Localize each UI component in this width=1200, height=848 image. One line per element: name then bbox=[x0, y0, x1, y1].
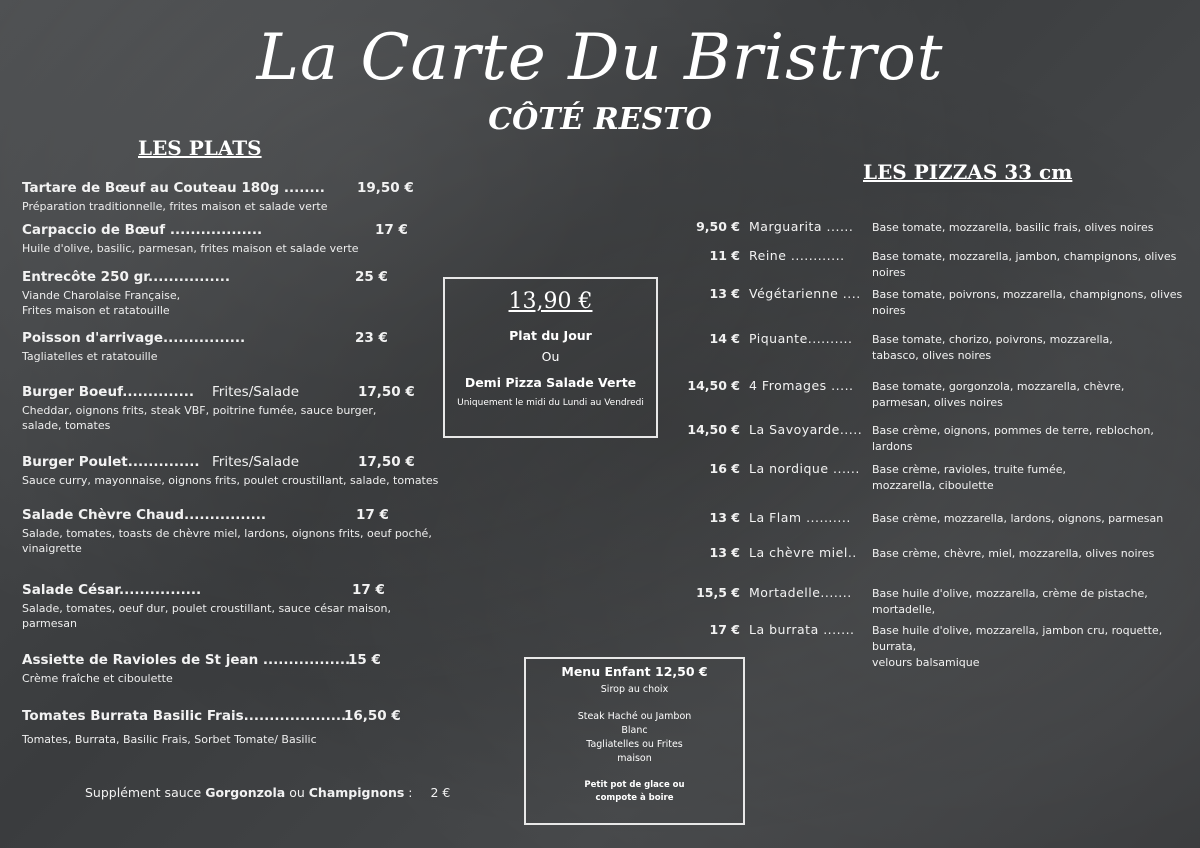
supplement-line bbox=[85, 785, 450, 800]
menu-enfant-tagliatelles: Tagliatelles ou Frites bbox=[586, 739, 683, 750]
plat-item bbox=[22, 708, 502, 747]
pizza-price: 13 € bbox=[709, 286, 740, 301]
plat-item bbox=[22, 330, 502, 364]
plat-price: 17,50 € bbox=[358, 454, 415, 470]
plat-du-jour-box bbox=[443, 277, 658, 438]
menu-title: La Carte Du Bristrot bbox=[256, 21, 944, 95]
plat-du-jour-or: Ou bbox=[541, 349, 560, 364]
pizza-price: 17 € bbox=[709, 622, 740, 637]
supplement-option-champignons: Champignons bbox=[308, 785, 405, 800]
menu-enfant-box bbox=[524, 657, 745, 825]
pizza-price: 13 € bbox=[709, 545, 740, 560]
plat-price: 17 € bbox=[356, 507, 389, 523]
plat-item bbox=[22, 652, 502, 686]
plat-description: Préparation traditionnelle, frites maison et salade verte bbox=[22, 200, 328, 213]
pizza-name: Végétarienne .... bbox=[749, 286, 861, 301]
plat-name: Salade César................ bbox=[22, 582, 202, 598]
plat-name: Entrecôte 250 gr................ bbox=[22, 269, 231, 285]
plat-price: 19,50 € bbox=[357, 180, 414, 196]
supplement-mid: ou bbox=[285, 785, 309, 800]
plat-description: Crème fraîche et ciboulette bbox=[22, 672, 173, 685]
plat-name: Tartare de Bœuf au Couteau 180g ........ bbox=[22, 180, 325, 196]
pizza-price: 9,50 € bbox=[696, 219, 740, 234]
pizza-price: 14,50 € bbox=[687, 422, 740, 437]
plat-price: 16,50 € bbox=[344, 708, 401, 724]
pizza-name: Piquante.......... bbox=[749, 331, 853, 346]
plat-price: 17,50 € bbox=[358, 384, 415, 400]
plats-heading: LES PLATS bbox=[138, 136, 262, 160]
plat-item bbox=[22, 582, 502, 631]
pizza-name: Marguarita ...... bbox=[749, 219, 854, 234]
plat-description: Viande Charolaise Française, Frites maison et ratatouille bbox=[22, 289, 181, 317]
plat-name: Assiette de Ravioles de St jean ................. bbox=[22, 652, 351, 668]
pizza-price: 16 € bbox=[709, 461, 740, 476]
supplement-option-gorgonzola: Gorgonzola bbox=[205, 785, 286, 800]
menu-enfant-compote: compote à boire bbox=[595, 793, 674, 803]
plat-price: 15 € bbox=[348, 652, 381, 668]
pizza-name: La Savoyarde..... bbox=[749, 422, 863, 437]
plat-name: Salade Chèvre Chaud................ bbox=[22, 507, 267, 523]
menu-enfant-sirop: Sirop au choix bbox=[600, 684, 669, 695]
pizza-price: 14,50 € bbox=[687, 378, 740, 393]
pizza-name: 4 Fromages ..... bbox=[749, 378, 854, 393]
pizza-description: Base huile d'olive, mozzarella, jambon cru, roquette, burrata, velours balsamique bbox=[872, 624, 1163, 669]
plat-item bbox=[22, 507, 502, 556]
pizza-description: Base tomate, chorizo, poivrons, mozzarella, tabasco, olives noires bbox=[872, 333, 1113, 362]
plat-description: Salade, tomates, oeuf dur, poulet croustillant, sauce césar maison, parmesan bbox=[22, 602, 391, 630]
plat-description: Tagliatelles et ratatouille bbox=[22, 350, 158, 363]
pizza-description: Base tomate, poivrons, mozzarella, champignons, olives noires bbox=[872, 288, 1183, 317]
plat-description: Huile d'olive, basilic, parmesan, frites maison et salade verte bbox=[22, 242, 359, 255]
plat-item bbox=[22, 180, 502, 214]
plat-du-jour-label: Plat du Jour bbox=[509, 328, 592, 343]
menu-enfant-blanc: Blanc bbox=[621, 725, 648, 736]
plat-item bbox=[22, 454, 502, 488]
pizza-price: 11 € bbox=[709, 248, 740, 263]
plat-name: Tomates Burrata Basilic Frais..................... bbox=[22, 708, 352, 724]
pizza-name: La Flam .......... bbox=[749, 510, 851, 525]
supplement-prefix: Supplément sauce bbox=[85, 785, 206, 800]
demi-pizza-label: Demi Pizza Salade Verte bbox=[464, 375, 637, 390]
plat-description: Cheddar, oignons frits, steak VBF, poitrine fumée, sauce burger, salade, tomates bbox=[22, 404, 377, 432]
plat-description: Tomates, Burrata, Basilic Frais, Sorbet Tomate/ Basilic bbox=[22, 733, 317, 746]
pizza-description: Base tomate, gorgonzola, mozzarella, chèvre, parmesan, olives noires bbox=[872, 380, 1125, 409]
pizza-description: Base crème, chèvre, miel, mozzarella, olives noires bbox=[872, 547, 1155, 560]
pizza-name: La chèvre miel.. bbox=[749, 545, 857, 560]
plat-description: Sauce curry, mayonnaise, oignons frits, poulet croustillant, salade, tomates bbox=[22, 474, 439, 487]
pizza-price: 15,5 € bbox=[696, 585, 740, 600]
plat-name: Carpaccio de Bœuf .................. bbox=[22, 222, 263, 238]
pizza-description: Base crème, ravioles, truite fumée, mozzarella, ciboulette bbox=[872, 463, 1066, 492]
plat-item bbox=[22, 222, 502, 256]
plat-name: Burger Boeuf.............. bbox=[22, 384, 194, 400]
menu-subtitle: CÔTÉ RESTO bbox=[488, 102, 712, 137]
plat-accompagnement: Frites/Salade bbox=[212, 384, 300, 400]
pizza-description: Base tomate, mozzarella, jambon, champignons, olives noires bbox=[872, 250, 1177, 279]
pizza-name: La burrata ....... bbox=[749, 622, 855, 637]
pizza-name: Reine ............ bbox=[749, 248, 845, 263]
pizza-description: Base huile d'olive, mozzarella, crème de pistache, mortadelle, bbox=[872, 587, 1148, 616]
pizza-price: 13 € bbox=[709, 510, 740, 525]
pizza-price: 14 € bbox=[709, 331, 740, 346]
plat-item bbox=[22, 269, 502, 318]
supplement-price: 2 € bbox=[430, 785, 451, 800]
plat-du-jour-price: 13,90 € bbox=[508, 289, 593, 314]
plat-price: 17 € bbox=[352, 582, 385, 598]
menu-enfant-maison: maison bbox=[617, 753, 652, 764]
pizza-name: Mortadelle....... bbox=[749, 585, 852, 600]
supplement-suffix: : bbox=[404, 785, 413, 800]
plat-price: 25 € bbox=[355, 269, 388, 285]
menu-enfant-steak: Steak Haché ou Jambon bbox=[577, 711, 692, 722]
plat-item bbox=[22, 384, 502, 433]
pizza-name: La nordique ...... bbox=[749, 461, 860, 476]
menu-enfant-glace: Petit pot de glace ou bbox=[584, 780, 685, 790]
plat-name: Poisson d'arrivage................ bbox=[22, 330, 246, 346]
menu-enfant-title: Menu Enfant 12,50 € bbox=[561, 664, 708, 679]
plat-name: Burger Poulet.............. bbox=[22, 454, 200, 470]
plat-du-jour-note: Uniquement le midi du Lundi au Vendredi bbox=[457, 398, 644, 408]
pizzas-heading: LES PIZZAS 33 cm bbox=[863, 160, 1073, 184]
plat-accompagnement: Frites/Salade bbox=[212, 454, 300, 470]
pizza-description: Base crème, oignons, pommes de terre, reblochon, lardons bbox=[872, 424, 1154, 453]
plat-price: 23 € bbox=[355, 330, 388, 346]
pizza-description: Base tomate, mozzarella, basilic frais, olives noires bbox=[872, 221, 1154, 234]
plat-description: Salade, tomates, toasts de chèvre miel, lardons, oignons frits, oeuf poché, vinaigrette bbox=[22, 527, 432, 555]
plat-price: 17 € bbox=[375, 222, 408, 238]
pizza-description: Base crème, mozzarella, lardons, oignons, parmesan bbox=[872, 512, 1164, 525]
